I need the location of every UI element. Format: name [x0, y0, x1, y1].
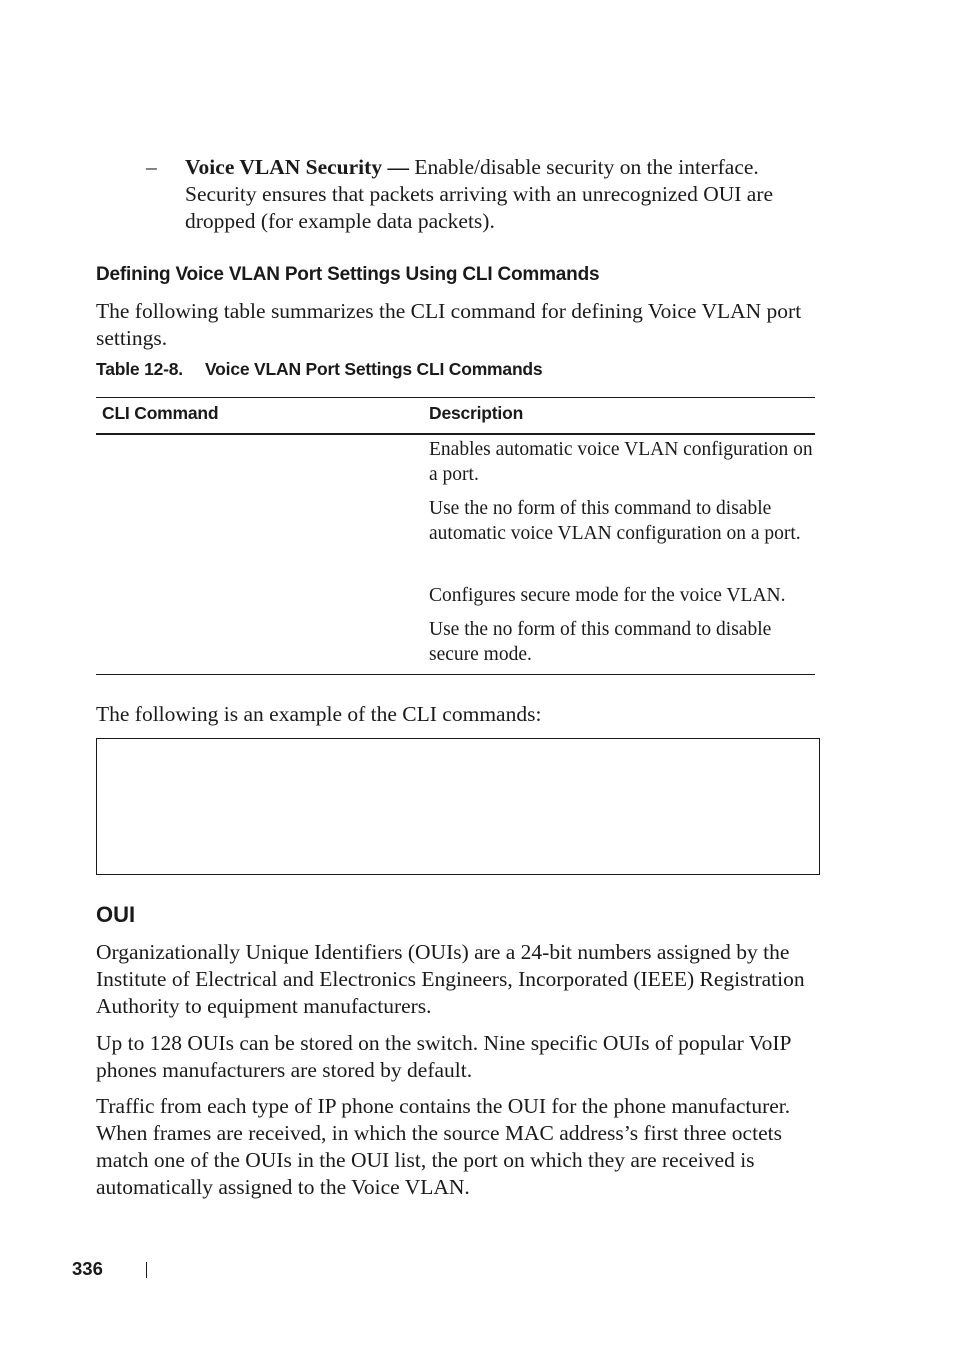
example-intro: The following is an example of the CLI commands:	[96, 702, 542, 726]
table-top-rule	[96, 397, 815, 398]
bullet-term: Voice VLAN Security —	[185, 155, 409, 179]
oui-heading: OUI	[96, 902, 136, 927]
table-header-cli-command: CLI Command	[102, 403, 219, 423]
bullet-dash: –	[146, 155, 157, 179]
table-cell-description: Use the no form of this command to disable automatic voice VLAN configuration on a port.	[429, 498, 801, 544]
table-header-rule	[96, 433, 815, 435]
oui-paragraph: Organizationally Unique Identifiers (OUIs) are a 24-bit numbers assigned by the Institute of Electrical and Electronics Engineers, Incorporated (IEEE) Registration Authority to equipment manufacturers.	[96, 940, 805, 1018]
table-caption	[96, 358, 542, 380]
table-header-description: Description	[429, 403, 524, 423]
table-cell-description: Enables automatic voice VLAN configuration on a port.	[429, 439, 813, 485]
footer-divider	[146, 1262, 147, 1278]
table-caption-number: Table 12-8.	[96, 359, 183, 379]
table-cell-description: Use the no form of this command to disable secure mode.	[429, 619, 772, 665]
bullet-description: Enable/disable security on the interface. Security ensures that packets arriving with an unrecognized OUI are dropped (for example data packets).	[185, 155, 774, 233]
section-heading: Defining Voice VLAN Port Settings Using CLI Commands	[96, 264, 600, 285]
bullet-item-voice-vlan-security	[185, 154, 825, 235]
table-caption-title: Voice VLAN Port Settings CLI Commands	[205, 359, 543, 379]
table-cell-description: Configures secure mode for the voice VLAN.	[429, 585, 786, 606]
cli-example-box	[96, 738, 820, 875]
oui-paragraph: Traffic from each type of IP phone contains the OUI for the phone manufacturer. When frames are received, in which the source MAC address’s first three octets match one of the OUIs in the OUI list, the port on which they are received is automatically assigned to the Voice VLAN.	[96, 1094, 791, 1199]
page-number: 336	[72, 1258, 103, 1279]
intro-paragraph: The following table summarizes the CLI command for defining Voice VLAN port settings.	[96, 299, 802, 350]
oui-paragraph: Up to 128 OUIs can be stored on the switch. Nine specific OUIs of popular VoIP phones manufacturers are stored by default.	[96, 1031, 791, 1082]
table-bottom-rule	[96, 674, 815, 675]
